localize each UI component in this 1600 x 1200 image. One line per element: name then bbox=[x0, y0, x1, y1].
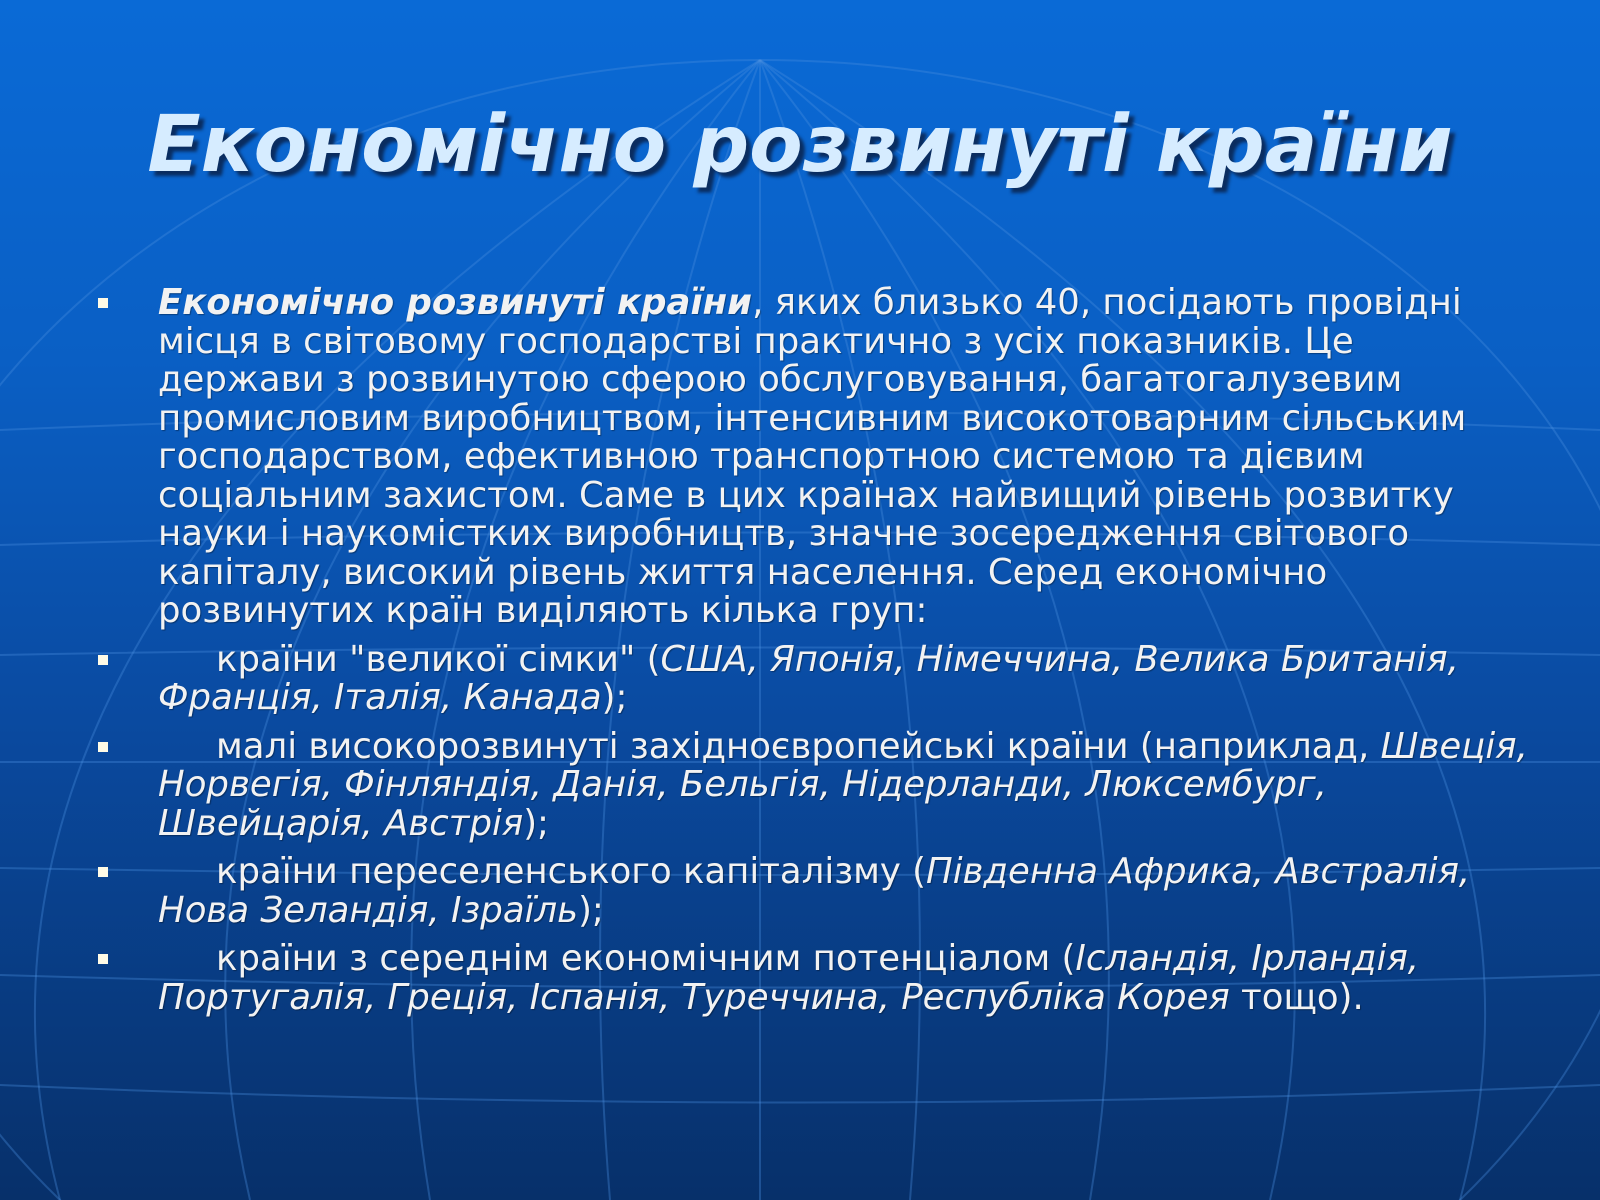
paragraph-text: , яких близько 40, посідають провідні місця в світовому господарстві практично з усіх показників. Це держави з розвинутою сферою обслуговування, багатогалузевим промисловим виробництвом, інтенсивним високотоварним сільським господарством, ефективною транспортною системою та дієвим соціальним захистом. Саме в цих країнах найвищий рівень розвитку науки і наукомістких виробництв, значне зосередження світового капіталу, високий рівень життя населення. Серед економічно розвинутих країн виділяють кілька груп: bbox=[158, 282, 1467, 631]
square-bullet-icon bbox=[98, 298, 108, 308]
country-list: Швеція, Норвегія, Фінляндія, Данія, Бельгія, Нідерланди, Люксембург, Швейцарія, Австрія bbox=[158, 725, 1528, 844]
square-bullet-icon bbox=[98, 954, 108, 964]
item-suffix: ); bbox=[523, 802, 550, 844]
bullet-list bbox=[98, 284, 1528, 1027]
item-prefix: країни "великої сімки" ( bbox=[216, 638, 661, 680]
list-item bbox=[98, 853, 1528, 930]
item-prefix: країни переселенського капіталізму ( bbox=[216, 851, 926, 892]
list-item bbox=[98, 940, 1528, 1017]
country-list: Південна Африка, Австралія, Нова Зеландія, Ізраїль bbox=[158, 851, 1471, 931]
country-list: США, Японія, Німеччина, Велика Британія, Франція, Італія, Канада bbox=[158, 638, 1459, 718]
list-item bbox=[98, 284, 1528, 631]
square-bullet-icon bbox=[98, 742, 108, 752]
country-list: Ісландія, Ірландія, Португалія, Греція, Іспанія, Туреччина, Республіка Корея bbox=[158, 938, 1420, 1018]
square-bullet-icon bbox=[98, 867, 108, 877]
item-prefix: малі високорозвинуті західноєвропейські країни (наприклад, bbox=[216, 725, 1381, 767]
item-suffix: тощо). bbox=[1229, 976, 1364, 1018]
square-bullet-icon bbox=[98, 655, 108, 665]
list-item bbox=[98, 638, 1528, 718]
slide-title: Економічно розвинуті країни bbox=[147, 100, 1453, 190]
term-text: Економічно розвинуті країни bbox=[158, 282, 753, 323]
item-suffix: ); bbox=[578, 889, 604, 931]
item-prefix: країни з середнім економічним потенціалом ( bbox=[216, 938, 1076, 979]
item-suffix: ); bbox=[601, 677, 628, 718]
list-item bbox=[98, 725, 1528, 844]
